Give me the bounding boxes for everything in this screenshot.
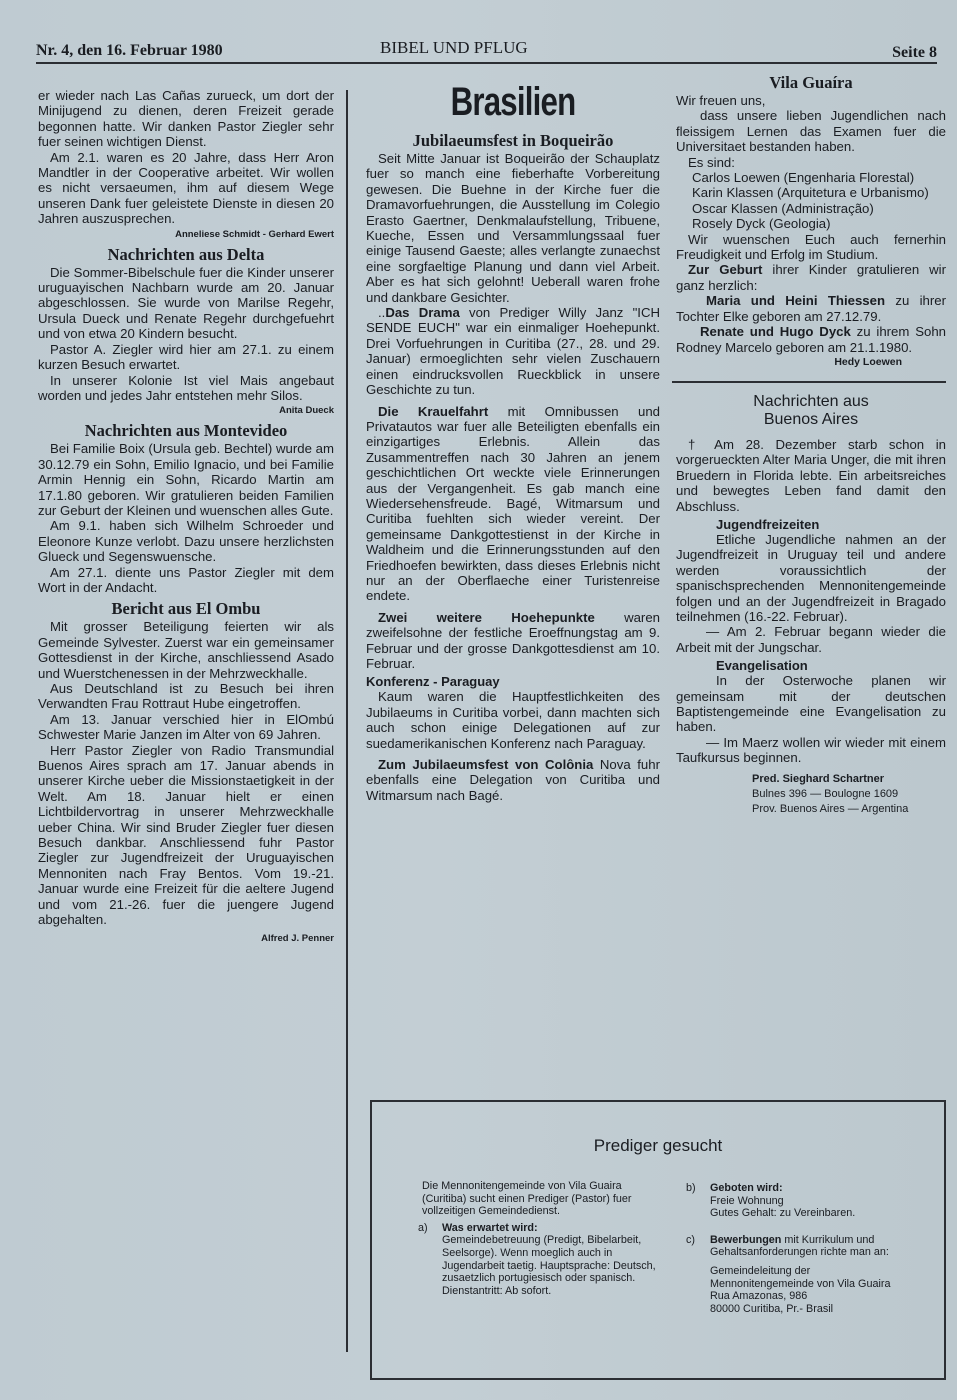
paragraph: Am 27.1. diente uns Pastor Ziegler mit dem Wort in der Andacht.	[38, 564, 334, 595]
contact-block	[676, 772, 946, 817]
item-body	[710, 1182, 855, 1220]
address-line: Rua Amazonas, 986	[710, 1290, 808, 1303]
ad-item-a	[418, 1222, 666, 1298]
contact-name: Pred. Sieghard Schartner	[752, 772, 885, 785]
ad-right-column	[686, 1182, 906, 1315]
paragraph: Wir wuenschen Euch auch fernerhin Freudigkeit und Erfolg im Studium.	[676, 231, 946, 263]
heading-el-ombu: Bericht aus El Ombu	[111, 599, 261, 619]
paragraph: ..Das Drama von Prediger Willy Janz "ICH SENDE EUCH" war ein einmaliger Hoehepunkt. Drei Vorfuehrungen in Curitiba (27., 28. und 29. Januar) ermoeglichten sehr vielen Zuschauern einen eindrucksvollen Rueckblick in unsere Geschichte zu tun.	[366, 305, 660, 398]
bold-lead: Die Krauelfahrt	[378, 403, 489, 419]
paragraph	[676, 324, 946, 355]
paragraph: Am 13. Januar verschied hier in ElOmbú Schwester Marie Janzen im Alter von 69 Jahren.	[38, 711, 334, 743]
paragraph-text: ihrer Kinder gratulieren wir ganz herzlich:	[676, 262, 946, 293]
paragraph-text: von Prediger Willy Janz "ICH SENDE EUCH" war ein einmaliger Hoehepunkt. Drei Vorfuehrungen in Curitiba (27., 28. und 29. Januar) ermoeglichten sehr vielen Zuschauern einen eindrucksvollen Rueckblick in unsere Geschichte zu tun.	[366, 305, 660, 398]
column-3	[676, 74, 946, 817]
item-heading: Bewerbungen	[710, 1233, 782, 1246]
ad-intro: Die Mennonitengemeinde von Vila Guaira (Curitiba) sucht einen Prediger (Pastor) fuer vollzeitigen Gemeindedienst.	[422, 1180, 632, 1218]
column-divider	[346, 90, 348, 1352]
bold-lead: Zur Geburt	[688, 262, 763, 278]
list-item: Carlos Loewen (Engenharia Florestal)	[692, 170, 915, 186]
signature: Anita Dueck	[279, 405, 334, 417]
page-header	[36, 34, 937, 64]
contact-address: Bulnes 396 — Boulogne 1609	[752, 787, 899, 800]
section-divider	[672, 381, 946, 383]
paragraph: Am 2.1. waren es 20 Jahre, dass Herr Aron Mandtler in der Cooperative arbeitet. Wir wollen es nicht versaeumen, ihm auf diesem Wege unseren Dank fuer geleistete Dienste in diesen 20 Jahren auszusprechen.	[38, 149, 334, 227]
item-text: Freie Wohnung	[710, 1194, 784, 1207]
bold-lead: Das Drama	[385, 305, 460, 321]
list-item: Karin Klassen (Arquitetura e Urbanismo)	[692, 185, 929, 201]
paragraph: In unserer Kolonie Ist viel Mais angebaut worden und jedes Jahr entstehen mehr Silos.	[38, 372, 334, 403]
paragraph: — Im Maerz wollen wir wieder mit einem Taufkursus beginnen.	[676, 734, 946, 766]
heading-jugendfreizeiten: Jugendfreizeiten	[716, 516, 820, 532]
item-text: mit Kurrikulum und Gehaltsanforderungen richte man an:	[710, 1233, 889, 1259]
paragraph: Seit Mitte Januar ist Boqueirão der Schauplatz fuer so manch eine fieberhafte Vorbereitung gewesen. Die Buehne in der Kirche fuer die Dramavorfuehrungen, die Ausstellung im Colegio Erasto Gaertner, Denkmalaufstellung, Tribuene, Kueche, Essen und Versammlungssaal fuer einige Tausend Gaeste; alles verlangte zunaechst eine sorgfaeltige Planung und dann viel Arbeit. Aber es hat sich gelohnt! Ueberall waren frohe und dankbare Gesichter.	[366, 151, 660, 305]
item-body	[710, 1234, 906, 1316]
paragraph: Bei Familie Boix (Ursula geb. Bechtel) wurde am 30.12.79 ein Sohn, Emilio Ignacio, und bei Familie Armin Hennig ein Sohn, Ricardo Martin am 17.1.80 geboren. Wir gratulieren beiden Familien zur Geburt der Kleinen und wuenschen alles Gute.	[38, 441, 334, 518]
heading-konferenz: Konferenz - Paraguay	[366, 674, 500, 690]
paragraph: In der Osterwoche planen wir gemeinsam mit der deutschen Baptistengemeinde eine Evangelisation zu haben.	[676, 673, 946, 735]
paragraph-text: zu ihrer Tochter Elke geboren am 27.12.79.	[676, 293, 946, 324]
paragraph: Es sind:	[688, 154, 735, 170]
item-heading: Was erwartet wird:	[442, 1221, 538, 1234]
paragraph: dass unsere lieben Jugendlichen nach fleissigem Lernen das Examen fuer die Universitaet bestanden haben.	[676, 108, 946, 155]
ad-title: Prediger gesucht	[593, 1136, 723, 1155]
paragraph-text: waren zweifelsohne der festliche Eroeffnungstag am 9. Februar und der grosse Dankgottesdienst am 10. Februar.	[366, 609, 660, 671]
contact-address: Prov. Buenos Aires — Argentina	[752, 802, 909, 815]
paragraph: Am 9.1. haben sich Wilhelm Schroeder und Eleonore Kunze verlobt. Dazu unsere herzlichsten Glueck und Segenswuensche.	[38, 518, 334, 565]
paragraph: Mit grosser Beteiligung feierten wir als Gemeinde Sylvester. Zuerst war ein gemeinsamer Gottesdienst in der Kirche, anschliessend Asado und Wuerstchenessen in der Mehrzweckhalle.	[38, 619, 334, 681]
paragraph: Aus Deutschland ist zu Besuch bei ihren Verwandten Frau Rottraut Hube eingetroffen.	[38, 681, 334, 712]
advertisement-box	[370, 1100, 946, 1380]
paragraph	[676, 293, 946, 324]
heading-buenos-aires: Nachrichten aus Buenos Aires	[753, 392, 869, 428]
list-item: Rosely Dyck (Geologia)	[692, 216, 831, 232]
heading-evangelisation: Evangelisation	[716, 658, 808, 674]
paragraph	[366, 757, 660, 803]
paragraph	[366, 610, 660, 672]
item-marker: a)	[418, 1221, 428, 1234]
bold-lead: Zwei weitere Hoehepunkte	[378, 609, 595, 625]
address-line: 80000 Curitiba, Pr.- Brasil	[710, 1302, 834, 1315]
heading-montevideo: Nachrichten aus Montevideo	[84, 421, 288, 441]
paragraph: — Am 2. Februar begann wieder die Arbeit mit der Jungschar.	[676, 624, 946, 655]
paragraph: † Am 28. Dezember starb schon in vorgerueckten Alter Maria Unger, die mit ihren Bruedern in Florida lebte. Ein arbeitsreiches und bewegtes Leben fand damit den Abschluss.	[676, 436, 946, 514]
address-line: Gemeindeleitung der Mennonitengemeinde von Vila Guaira	[710, 1264, 891, 1290]
heading-vila-guaira: Vila Guaíra	[769, 73, 853, 92]
signature: Alfred J. Penner	[261, 932, 334, 944]
paragraph-text: Nova fuhr ebenfalls eine Delegation von Curitiba und Witmarsum nach Bagé.	[366, 757, 660, 803]
paragraph: Wir freuen uns,	[676, 93, 766, 108]
paragraph-text: zu ihrem Sohn Rodney Marcelo geboren am 21.1.1980.	[676, 324, 946, 355]
column-2	[366, 78, 660, 803]
item-heading: Geboten wird:	[710, 1182, 783, 1194]
paragraph	[366, 404, 660, 604]
column-1	[38, 88, 334, 948]
signature: Hedy Loewen	[834, 355, 902, 368]
ad-item-b	[686, 1182, 906, 1220]
section-title: Brasilien	[450, 80, 576, 124]
list-item: Oscar Klassen (Administração)	[692, 200, 874, 216]
item-text: Gutes Gehalt: zu Vereinbaren.	[710, 1207, 856, 1220]
paragraph-text: mit Omnibussen und Privatautos war fuer alle Beteiligten ebenfalls ein einzigartiges Erlebnis. Allein das Zusammentreffen nach 30 Jahren an jenem geschichtlichen Ort weckte viele Erinnerungen aus der Vergangenheit. Es gab manch eine Wiedersehensfreude. Bagé, Witmarsum und Curitiba fuehlten sich wieder vereint. Der gemeinsame Dankgottestienst in der Kirche in Waldheim und die Erinnerungsstunden auf den Friedhoefen bewirkten, dass dieses Erlebnis nicht nur an der Oberflaeche einer Turistenreise endete.	[366, 403, 660, 604]
newspaper-name: BIBEL UND PFLUG	[380, 38, 528, 57]
item-body	[442, 1222, 666, 1298]
item-marker: c)	[686, 1233, 695, 1246]
paragraph: Etliche Jugendliche nahmen an der Jugendfreizeit in Uruguay teil und andere werden voraussichtlich der spanischsprechenden Mennonitengemeinde folgen und an der Jugendfreizeit in Bragado teilnehmen (16.-22. Februar).	[676, 531, 946, 624]
bold-lead: Zum Jubilaeumsfest von Colônia	[378, 757, 594, 773]
item-text: Gemeindebetreuung (Predigt, Bibelarbeit, Seelsorge). Wenn moeglich auch in Jugendarbeit taetig. Hauptsprache: Deutsch, zusaetzlich portugiesisch oder spanisch. Dienstantritt: Ab sofort.	[442, 1234, 656, 1297]
name-list	[676, 170, 946, 232]
signature: Anneliese Schmidt - Gerhard Ewert	[175, 228, 334, 240]
paragraph: Die Sommer-Bibelschule fuer die Kinder unserer uruguayischen Nachbarn wurde am 20. Januar abgeschlossen. Sie wurde von Marilse Regehr, Ursula Dueck und Renate Regehr durchgefuehrt und von etwa 20 Kindern besucht.	[38, 264, 334, 342]
ad-item-c	[686, 1234, 906, 1316]
ad-left-column	[418, 1180, 666, 1297]
item-address	[710, 1265, 906, 1315]
page-number: Seite 8	[892, 44, 937, 61]
heading-delta: Nachrichten aus Delta	[107, 244, 265, 264]
heading-jubilaeumsfest: Jubilaeumsfest in Boqueirão	[412, 131, 614, 150]
paragraph: Herr Pastor Ziegler von Radio Transmundial Buenos Aires sprach am 17. Januar abends in unserer Kirche ueber die Missionstaetigkeit in der Welt. Am 18. Januar hielt er einen Lichtbildervortrag in unserer Mehrzweckhalle ueber China. Wir sind Bruder Ziegler fuer diesen Besuch dankbar. Anschliessend fuhr Pastor Ziegler zur Jugendfreizeit der Uruguayischen Mennoniten nach Fray Bentos. Vom 19.-21. Januar wurde eine Freizeit für die aeltere Jugend und vom 21.-26. fuer die juengere Jugend abgehalten.	[38, 742, 334, 928]
bold-lead: Maria und Heini Thiessen	[706, 293, 886, 309]
paragraph: er wieder nach Las Cañas zurueck, um dort der Minijugend zu dienen, deren Freizeit gerade begonnen hatte. Wir danken Pastor Ziegler sehr fuer seinen wichtigen Dienst.	[38, 88, 334, 150]
issue-date: Nr. 4, den 16. Februar 1980	[36, 42, 223, 59]
paragraph: Kaum waren die Hauptfestlichkeiten des Jubilaeums in Curitiba vorbei, dann machten sich auch schon einige Delegationen auf zur suedamerikanischen Konferenz nach Paraguay.	[366, 689, 660, 751]
item-marker: b)	[686, 1182, 696, 1194]
bold-lead: Renate und Hugo Dyck	[700, 324, 851, 340]
paragraph: Pastor A. Ziegler wird hier am 27.1. zu einem kurzen Besuch erwartet.	[38, 341, 334, 373]
paragraph	[676, 262, 946, 293]
